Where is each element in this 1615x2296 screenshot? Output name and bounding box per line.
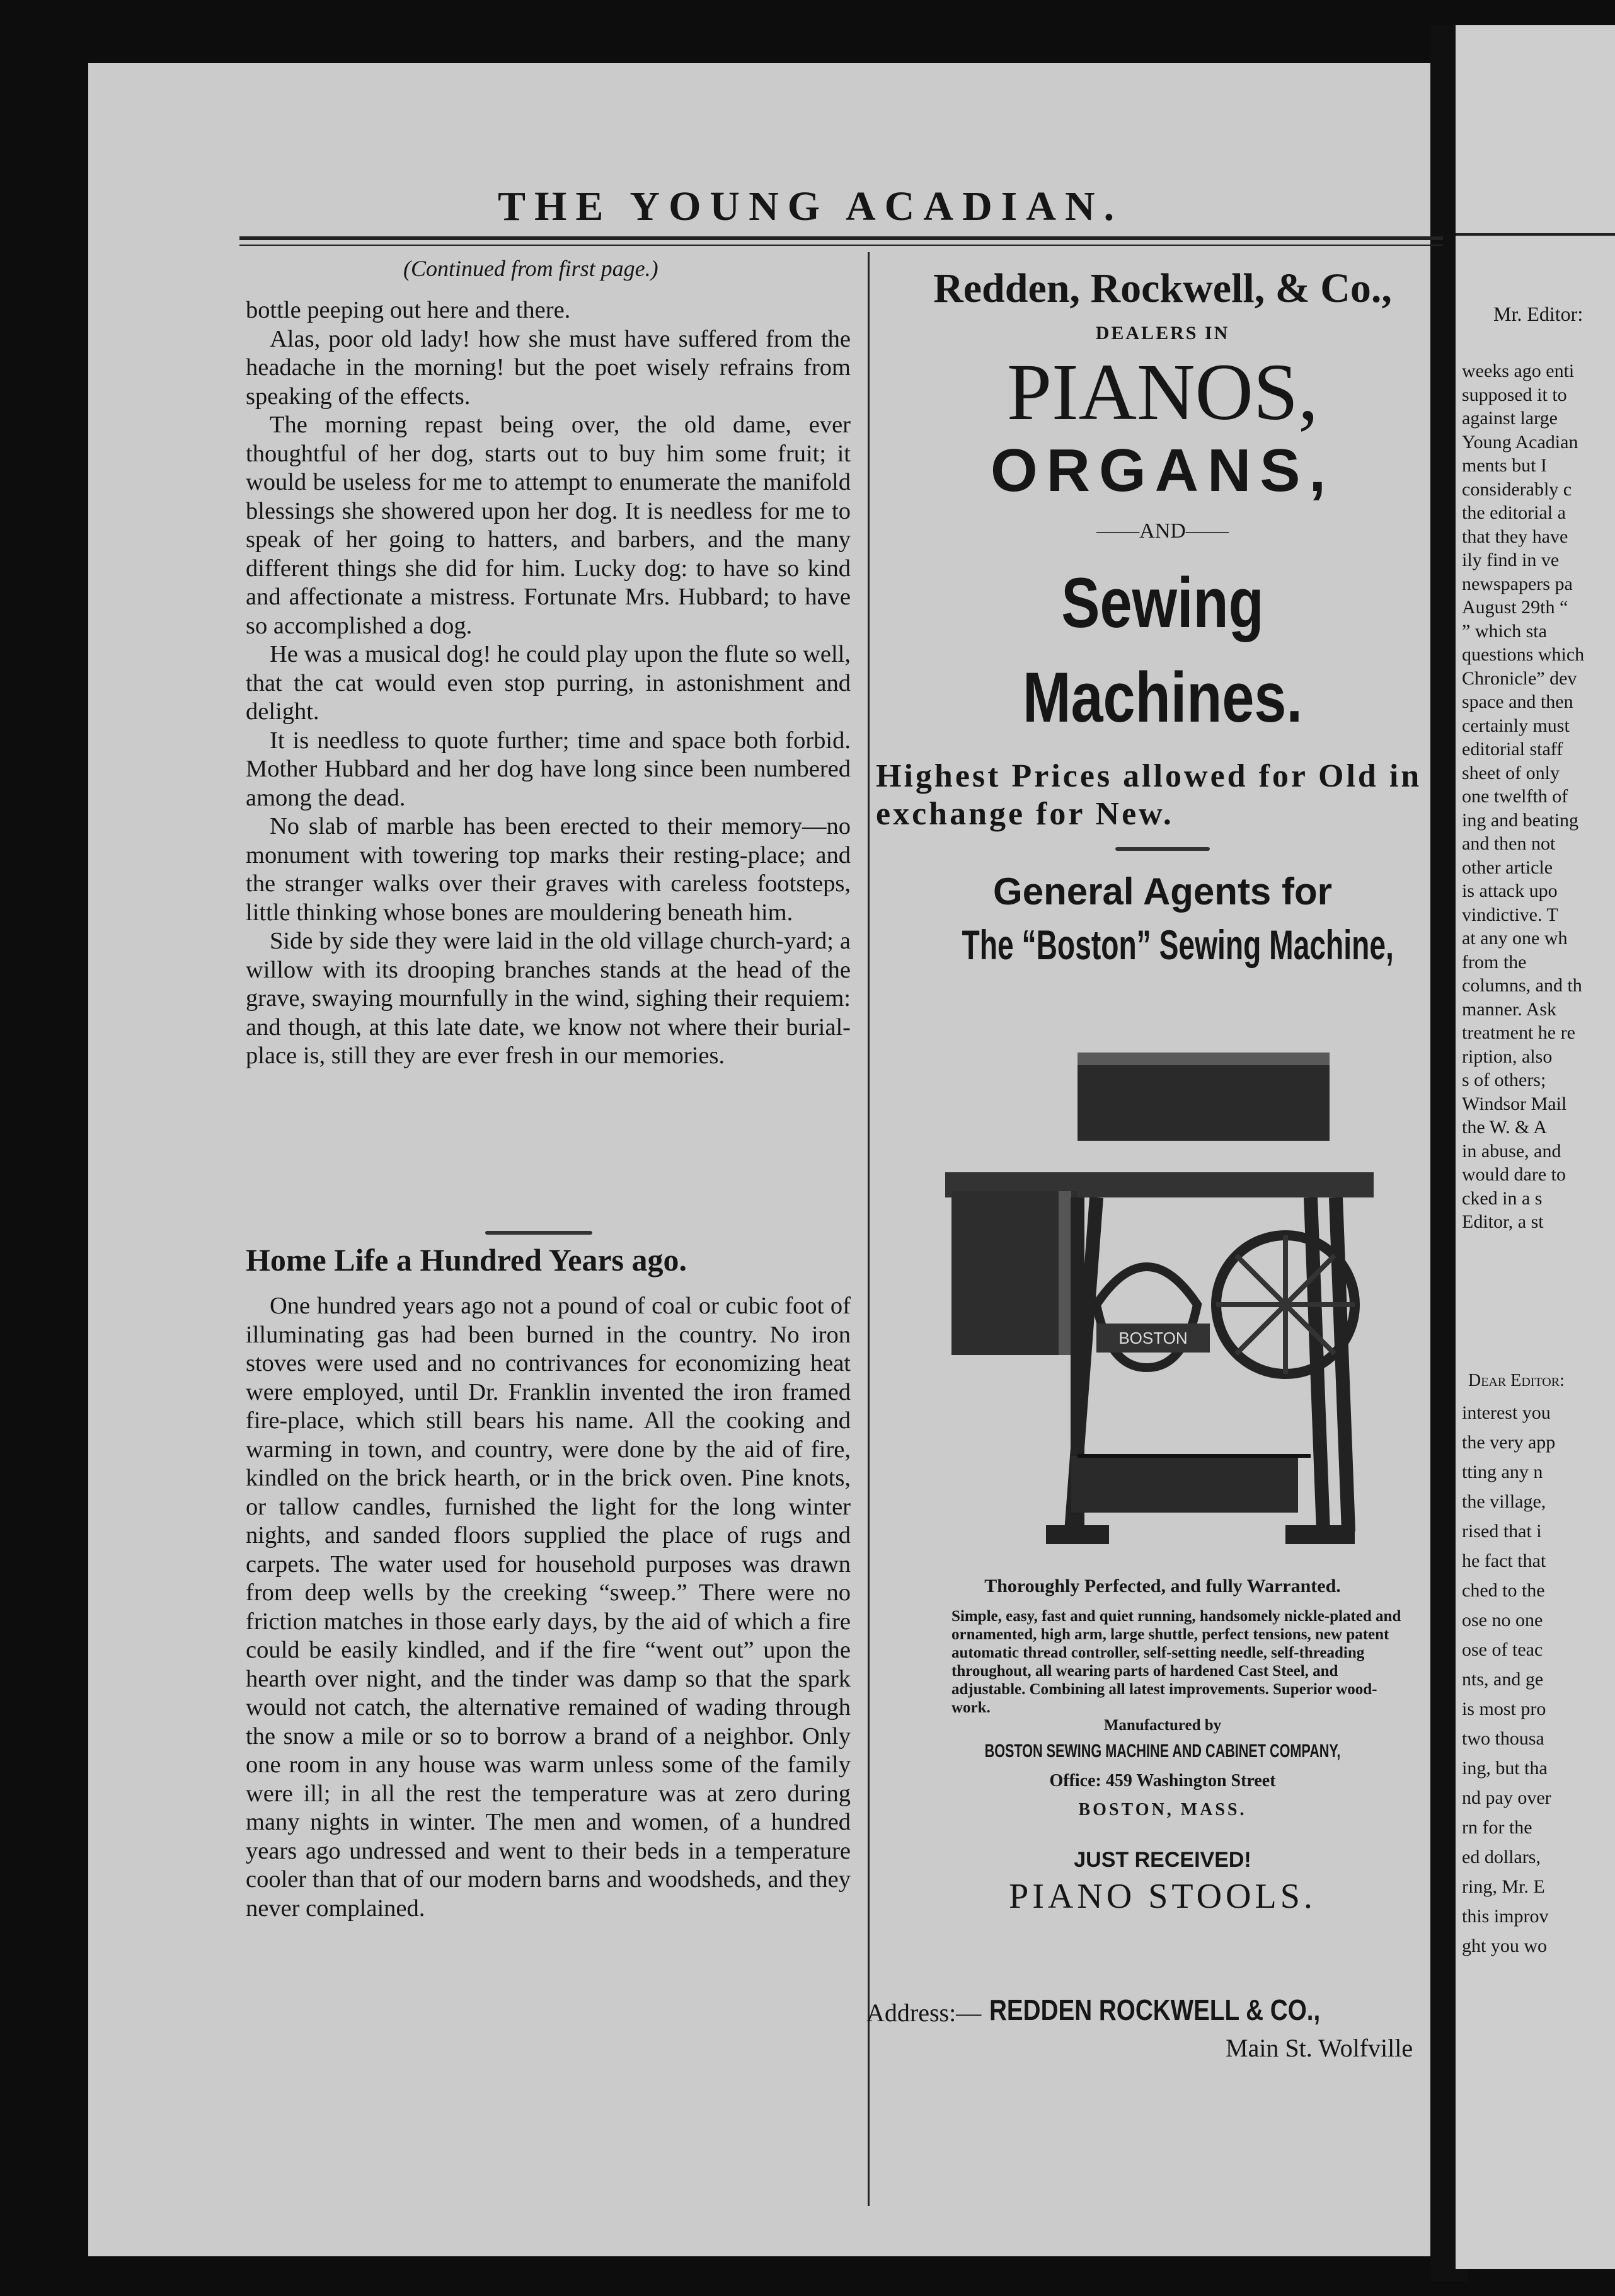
right-line: rised that i [1462,1521,1542,1542]
machine-cover [1078,1053,1330,1141]
right-line: editorial staff [1462,739,1563,759]
right-line: August 29th “ [1462,597,1568,618]
ad-agents: General Agents for [993,870,1332,913]
ad-sewing-machines: Sewing Machines. [1022,563,1303,737]
ad-ornament [1115,847,1210,851]
story-paragraph: The morning repast being over, the old dame, ever thoughtful of her dog, starts out to buy him some fruit; it would be useless for me to attempt to enumerate the manifold blessings she showered upon her dog. It is needless for me to speak of her going to hatters, and barbers, and the many different things she did for him. Lucky dog: to have so kind and affectionate a mistress. Fortunate Mrs. Hubbard; to have so accomplished a dog. [246,412,851,639]
right-line: one twelfth of [1462,786,1568,807]
right-line: supposed it to [1462,384,1567,405]
ornament-divider [485,1231,592,1235]
continued-note: (Continued from first page.) [403,256,658,281]
right-line: and then not [1462,833,1556,854]
right-line: rn for the [1462,1817,1532,1838]
article-body [246,1292,851,1923]
right-line: ched to the [1462,1580,1545,1601]
story-paragraph: He was a musical dog! he could play upon the flute so well, that the cat would even stop purring, in astonishment and delight. [246,641,851,725]
ad-boston: The “Boston” Sewing Machine, [962,921,1394,968]
right-salutation-2: Dear Editor: [1468,1371,1565,1390]
right-line: manner. Ask [1462,998,1556,1020]
right-line: two thousa [1462,1728,1544,1749]
right-line: vindictive. T [1462,904,1558,925]
right-line: nts, and ge [1462,1669,1544,1690]
machine-treadle [1071,1456,1298,1513]
article-paragraph: One hundred years ago not a pound of coal or cubic foot of illuminating gas had been burned in the country. No iron stoves were used and no contrivances for economizing heat were employed, until Dr. Franklin invented the iron framed fire-place, which still bears his name. All the cooking and warming in town, and country, were done by the aid of fire, kindled on the brick hearth, or in the brick oven. Pine knots, or tallow candles, furnished the light for the long winter nights, and sanded floors supplied the place of rugs and carpets. The water used for household purposes was drawn from deep wells by the creeking “sweep.” There were no friction matches in those early days, by the aid of which a fire could be easily kindled, and if the fire “went out” upon the hearth over night, and the tinder was damp so that the spark would not catch, the alternative remained of wading through the snow a mile or so to borrow a brand of a neighbor. Only one room in any house was warm unless some of the family were ill; in all the rest the temperature was at zero during many nights in winter. The men and women, of a hundred years ago undressed and went to their beds in a temperature cooler than that of our modern barns and woodsheds, and they never complained. [246,1293,851,1922]
right-line: s of others; [1462,1070,1546,1090]
ad-prices: Highest Prices allowed for Old in exchange for New. [876,758,1422,832]
right-line: Editor, a st [1462,1211,1544,1232]
right-line: Chronicle” dev [1462,667,1577,689]
story-paragraph: It is needless to quote further; time and space both forbid. Mother Hubbard and her dog have long since been numbered among the dead. [246,727,851,811]
right-column-bottom [1462,1398,1609,1961]
right-line: the very app [1462,1432,1556,1453]
right-line: the editorial a [1462,502,1566,523]
story-paragraph: No slab of marble has been erected to their memory—no monument with towering top marks their resting-place; and the stranger walks over their graves with careless footsteps, little thinking whose bones are mouldering beneath him. [246,813,851,926]
right-line: the village, [1462,1491,1546,1512]
right-salutation: Mr. Editor: [1493,303,1583,325]
machine-brace-label: BOSTON [1118,1329,1188,1347]
ad-office: Office: 459 Washington Street [1049,1771,1276,1791]
right-line: ily find in ve [1462,550,1560,570]
right-line: ription, also [1462,1046,1553,1067]
right-line: that they have [1462,526,1568,547]
right-line: nd pay over [1462,1787,1551,1808]
ad-pianos: PIANOS, [1006,347,1319,437]
ad-manufactured: Manufactured by [1103,1717,1222,1734]
right-line: would dare to [1462,1164,1566,1185]
right-line: tting any n [1462,1462,1543,1482]
right-line: space and then [1462,691,1573,712]
ad-piano-stools: PIANO STOOLS. [1009,1877,1316,1916]
right-line: is most pro [1462,1699,1546,1719]
ad-address-label: Address:— [866,1999,982,2027]
right-line: ght you wo [1462,1935,1547,1956]
right-page-rule [1456,233,1615,236]
right-line: at any one wh [1462,928,1568,949]
sewing-machine-illustration [933,1040,1386,1569]
masthead: THE YOUNG ACADIAN. [498,183,1124,229]
ad-just-received: JUST RECEIVED! [1074,1848,1251,1872]
right-line: ments but I [1462,455,1547,476]
right-line: is attack upo [1462,880,1558,901]
ad-company: BOSTON SEWING MACHINE AND CABINET COMPANY, [984,1741,1341,1762]
right-line: ose of teac [1462,1639,1543,1660]
right-line: ing, but tha [1462,1758,1548,1779]
right-line: cked in a s [1462,1187,1543,1209]
story-paragraph: bottle peeping out here and there. [246,297,571,323]
article-headline: Home Life a Hundred Years ago. [246,1242,687,1278]
right-line: ring, Mr. E [1462,1876,1545,1897]
right-line: Young Acadian [1462,431,1578,453]
right-line: questions which [1462,644,1585,665]
advertisement-details [876,1576,1449,1917]
right-column-top [1462,359,1609,1234]
ad-firm-name: Redden, Rockwell, & Co., [933,265,1392,311]
ad-address-name: REDDEN ROCKWELL & CO., [989,1993,1321,2026]
right-line: this improv [1462,1906,1549,1927]
story-paragraph: Side by side they were laid in the old village church-yard; a willow with its drooping branches stands at the head of the grave, swaying mournfully in the wind, sighing their requiem: and though, at this late date, we know not where their burial-place is, still they are ever fresh in our memories. [246,928,851,1069]
right-line: ose no one [1462,1610,1543,1630]
right-line: from the [1462,951,1527,972]
masthead-rule-thin [239,245,1443,246]
advertisement [876,265,1449,969]
masthead-rule [239,236,1443,240]
right-line: columns, and th [1462,975,1582,996]
right-line: newspapers pa [1462,573,1573,594]
right-line: sheet of only [1462,762,1560,783]
story-paragraph: Alas, poor old lady! how she must have suffered from the headache in the morning! but the poet wisely refrains from speaking of the effects. [246,325,851,410]
right-line: ed dollars, [1462,1847,1541,1867]
right-line: other article [1462,857,1553,878]
ad-city: BOSTON, MASS. [1078,1800,1247,1820]
right-line: treatment he re [1462,1022,1575,1043]
ad-address-street: Main St. Wolfville [1226,2034,1413,2062]
right-line: ” which sta [1462,620,1547,642]
right-line: considerably c [1462,478,1572,500]
right-line: ing and beating [1462,809,1578,831]
right-line: against large [1462,408,1558,429]
right-line: in abuse, and [1462,1140,1561,1162]
right-line: interest you [1462,1402,1551,1423]
ad-and: ——AND—— [1096,519,1229,543]
right-line: the W. & A [1462,1117,1548,1138]
right-line: he fact that [1462,1550,1546,1571]
ad-perfected: Thoroughly Perfected, and fully Warranted. [984,1576,1341,1596]
right-line: weeks ago enti [1462,361,1575,381]
ad-organs: ORGANS, [990,437,1335,504]
right-line: Windsor Mail [1462,1093,1567,1114]
column-divider [868,252,870,2206]
left-column-story [246,296,851,1071]
right-line: certainly must [1462,715,1570,736]
ad-description: Simple, easy, fast and quiet running, handsomely nickle-plated and ornamented, high arm, large shuttle, perfect tensions, new patent automatic thread controller, self-setting needle, self-threading throughout, all wearing parts of hardened Cast Steel, and adjustable. Combining all latest improvements. Superior wood-work. [951,1608,1401,1716]
ad-dealers-in: DEALERS IN [1095,323,1230,343]
